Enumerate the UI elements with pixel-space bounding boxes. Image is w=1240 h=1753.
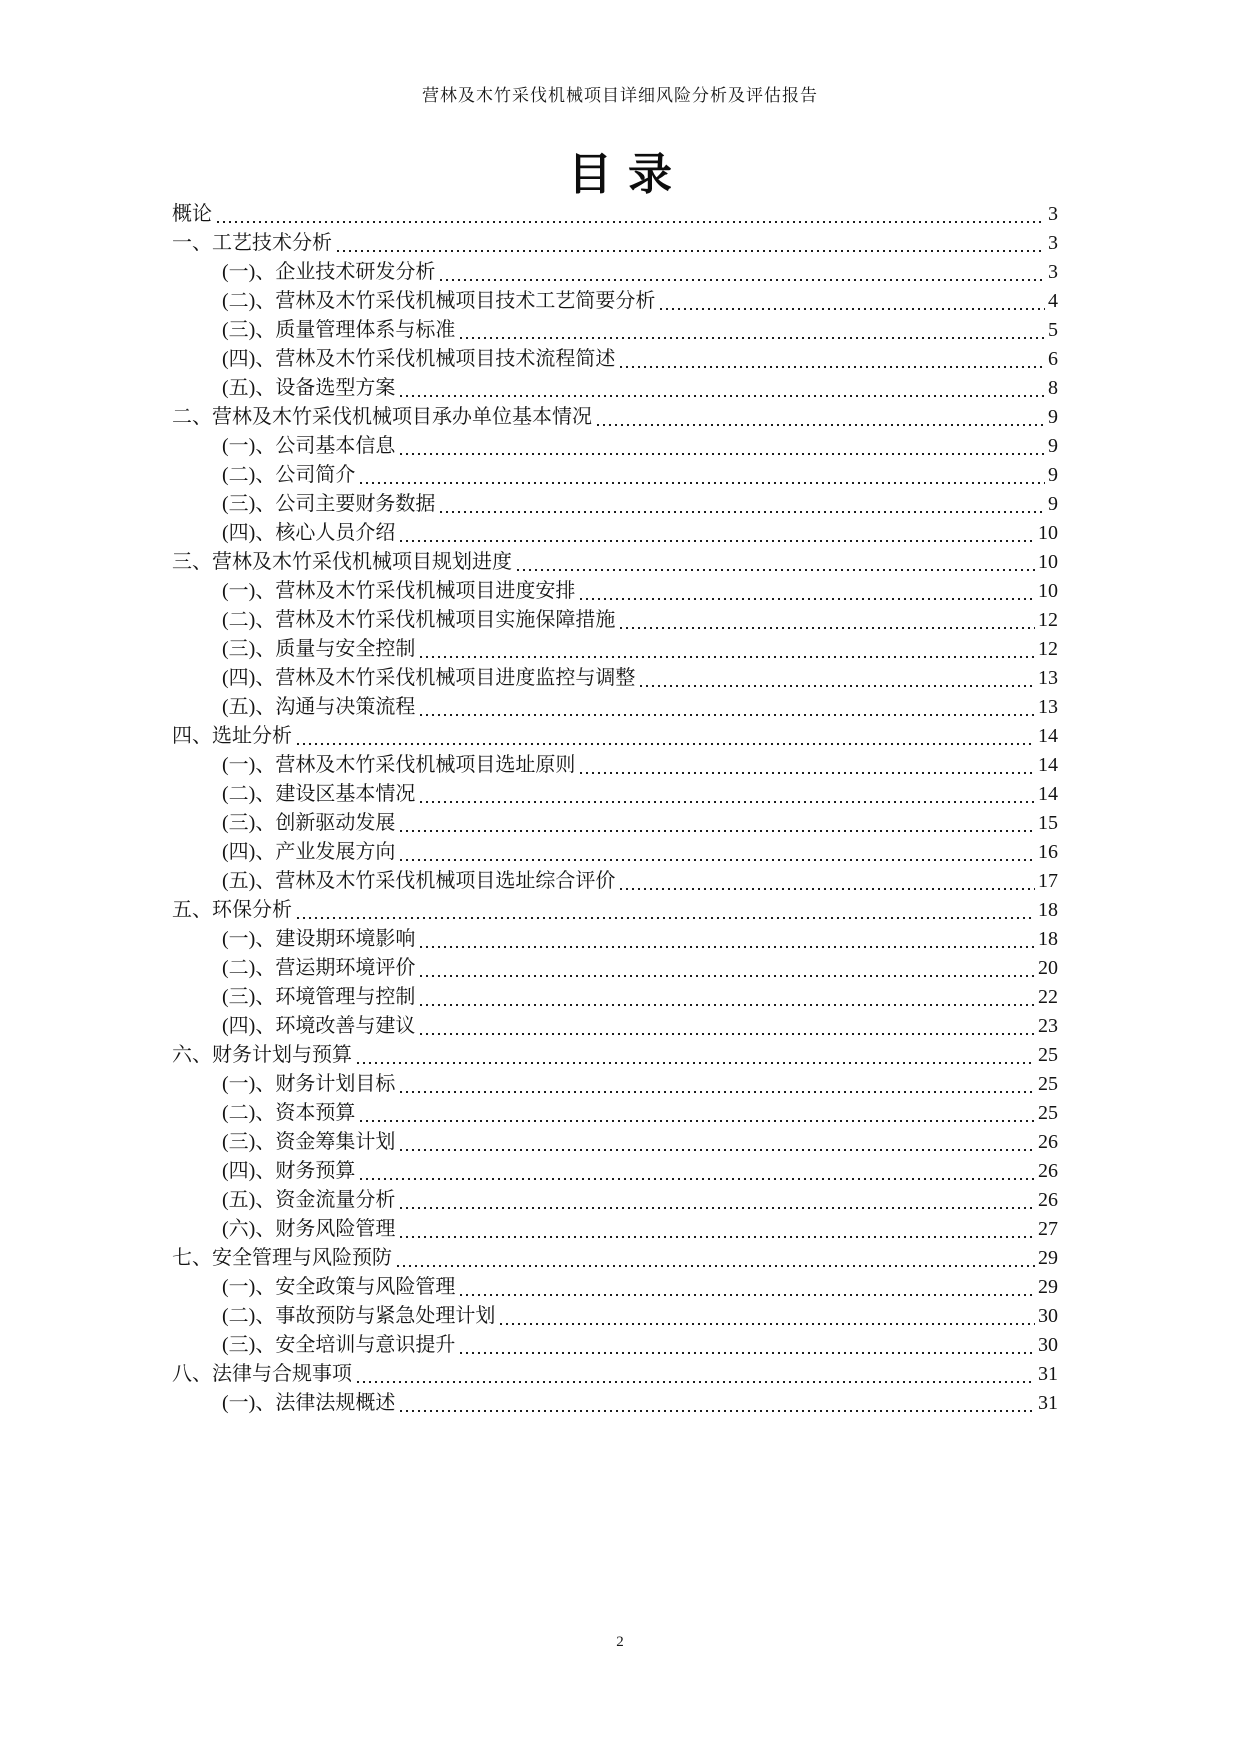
- toc-entry-page: 9: [1048, 464, 1058, 486]
- dot-leader: [400, 453, 1045, 455]
- dot-leader: [400, 1091, 1035, 1093]
- dot-leader: [337, 250, 1045, 252]
- dot-leader: [460, 1294, 1035, 1296]
- toc-entry-label: (三)、质量管理体系与标准: [222, 319, 456, 341]
- toc-entry-page: 6: [1048, 348, 1058, 370]
- toc-entry[interactable]: [172, 1215, 1058, 1244]
- dot-leader: [400, 830, 1035, 832]
- dot-leader: [620, 366, 1045, 368]
- toc-entry[interactable]: [172, 606, 1058, 635]
- toc-entry-label: 四、选址分析: [172, 725, 292, 747]
- toc-entry-label: (四)、核心人员介绍: [222, 522, 396, 544]
- toc-entry-page: 14: [1038, 754, 1058, 776]
- toc-entry-label: 三、营林及木竹采伐机械项目规划进度: [172, 551, 512, 573]
- toc-entry[interactable]: [172, 1157, 1058, 1186]
- toc-entry-label: (二)、事故预防与紧急处理计划: [222, 1305, 496, 1327]
- toc-entry-page: 12: [1038, 638, 1058, 660]
- toc-entry-label: (一)、营林及木竹采伐机械项目进度安排: [222, 580, 576, 602]
- toc-entry-page: 25: [1038, 1073, 1058, 1095]
- dot-leader: [420, 975, 1035, 977]
- dot-leader: [400, 859, 1035, 861]
- toc-entry-page: 16: [1038, 841, 1058, 863]
- toc-entry[interactable]: [172, 925, 1058, 954]
- dot-leader: [297, 743, 1035, 745]
- toc-entry-label: 概论: [172, 203, 212, 225]
- toc-entry[interactable]: [172, 316, 1058, 345]
- toc-entry[interactable]: [172, 1360, 1058, 1389]
- toc-entry[interactable]: [172, 374, 1058, 403]
- toc-entry[interactable]: [172, 229, 1058, 258]
- toc-entry-page: 22: [1038, 986, 1058, 1008]
- toc-entry[interactable]: [172, 1331, 1058, 1360]
- footer-page-number: 2: [616, 1634, 624, 1650]
- toc-entry-page: 10: [1038, 522, 1058, 544]
- toc-entry-page: 30: [1038, 1305, 1058, 1327]
- toc-entry-page: 8: [1048, 377, 1058, 399]
- toc-entry-page: 5: [1048, 319, 1058, 341]
- dot-leader: [297, 917, 1035, 919]
- toc-entry-label: (五)、设备选型方案: [222, 377, 396, 399]
- dot-leader: [217, 221, 1045, 223]
- toc-entry-label: (四)、财务预算: [222, 1160, 356, 1182]
- toc-entry[interactable]: [172, 577, 1058, 606]
- toc-entry[interactable]: [172, 1302, 1058, 1331]
- toc-entry[interactable]: [172, 1186, 1058, 1215]
- toc-entry-label: (三)、公司主要财务数据: [222, 493, 436, 515]
- toc-entry-page: 26: [1038, 1131, 1058, 1153]
- toc-entry-label: (一)、公司基本信息: [222, 435, 396, 457]
- toc-entry-label: (一)、财务计划目标: [222, 1073, 396, 1095]
- toc-list: [172, 200, 1058, 1418]
- dot-leader: [400, 1207, 1035, 1209]
- toc-entry[interactable]: [172, 635, 1058, 664]
- dot-leader: [620, 627, 1035, 629]
- toc-entry-page: 20: [1038, 957, 1058, 979]
- toc-entry-page: 29: [1038, 1247, 1058, 1269]
- document-header-title: 营林及木竹采伐机械项目详细风险分析及评估报告: [422, 86, 818, 105]
- toc-entry[interactable]: [172, 519, 1058, 548]
- toc-entry-label: (三)、资金筹集计划: [222, 1131, 396, 1153]
- toc-entry[interactable]: [172, 403, 1058, 432]
- toc-entry[interactable]: [172, 896, 1058, 925]
- toc-entry-label: 六、财务计划与预算: [172, 1044, 352, 1066]
- dot-leader: [517, 569, 1035, 571]
- toc-entry[interactable]: [172, 287, 1058, 316]
- toc-entry[interactable]: [172, 1389, 1058, 1418]
- toc-entry[interactable]: [172, 1070, 1058, 1099]
- dot-leader: [420, 1004, 1035, 1006]
- toc-entry-label: (二)、营林及木竹采伐机械项目技术工艺简要分析: [222, 290, 656, 312]
- toc-entry[interactable]: [172, 1244, 1058, 1273]
- toc-entry[interactable]: [172, 751, 1058, 780]
- page-number-footer: [0, 1633, 1240, 1651]
- toc-entry[interactable]: [172, 345, 1058, 374]
- dot-leader: [440, 279, 1045, 281]
- toc-entry-page: 26: [1038, 1189, 1058, 1211]
- toc-entry-page: 18: [1038, 899, 1058, 921]
- dot-leader: [360, 482, 1045, 484]
- toc-entry[interactable]: [172, 490, 1058, 519]
- toc-entry-label: 八、法律与合规事项: [172, 1363, 352, 1385]
- toc-entry-page: 9: [1048, 493, 1058, 515]
- toc-entry[interactable]: [172, 954, 1058, 983]
- toc-entry-page: 29: [1038, 1276, 1058, 1298]
- toc-entry-label: (五)、营林及木竹采伐机械项目选址综合评价: [222, 870, 616, 892]
- dot-leader: [357, 1062, 1035, 1064]
- toc-entry-page: 15: [1038, 812, 1058, 834]
- toc-entry-label: (四)、营林及木竹采伐机械项目技术流程简述: [222, 348, 616, 370]
- toc-entry-page: 18: [1038, 928, 1058, 950]
- dot-leader: [460, 1352, 1035, 1354]
- toc-entry-page: 3: [1048, 203, 1058, 225]
- dot-leader: [420, 1033, 1035, 1035]
- document-header: [0, 86, 1240, 106]
- toc-entry[interactable]: [172, 1099, 1058, 1128]
- toc-entry[interactable]: [172, 1273, 1058, 1302]
- toc-entry[interactable]: [172, 693, 1058, 722]
- toc-entry-label: 一、工艺技术分析: [172, 232, 332, 254]
- toc-entry-label: (一)、法律法规概述: [222, 1392, 396, 1414]
- dot-leader: [420, 946, 1035, 948]
- toc-entry-page: 23: [1038, 1015, 1058, 1037]
- toc-entry[interactable]: [172, 200, 1058, 229]
- toc-entry[interactable]: [172, 867, 1058, 896]
- toc-entry-page: 31: [1038, 1392, 1058, 1414]
- toc-entry[interactable]: [172, 1128, 1058, 1157]
- toc-title: 目录: [568, 150, 688, 199]
- toc-entry-page: 9: [1048, 435, 1058, 457]
- dot-leader: [597, 424, 1045, 426]
- toc-entry[interactable]: [172, 1012, 1058, 1041]
- toc-entry-page: 9: [1048, 406, 1058, 428]
- toc-entry-label: (二)、资本预算: [222, 1102, 356, 1124]
- toc-entry-label: (三)、创新驱动发展: [222, 812, 396, 834]
- toc-entry-page: 25: [1038, 1044, 1058, 1066]
- toc-entry-page: 17: [1038, 870, 1058, 892]
- toc-entry-page: 13: [1038, 696, 1058, 718]
- dot-leader: [360, 1120, 1035, 1122]
- toc-entry[interactable]: [172, 780, 1058, 809]
- toc-entry-label: 五、环保分析: [172, 899, 292, 921]
- toc-entry-label: (五)、沟通与决策流程: [222, 696, 416, 718]
- toc-entry-page: 4: [1048, 290, 1058, 312]
- toc-entry[interactable]: [172, 722, 1058, 751]
- toc-entry-label: (一)、建设期环境影响: [222, 928, 416, 950]
- toc-entry-label: (二)、公司简介: [222, 464, 356, 486]
- dot-leader: [580, 598, 1035, 600]
- toc-entry-label: (一)、营林及木竹采伐机械项目选址原则: [222, 754, 576, 776]
- toc-entry-label: 七、安全管理与风险预防: [172, 1247, 392, 1269]
- toc-entry-label: (二)、营运期环境评价: [222, 957, 416, 979]
- toc-entry-page: 10: [1038, 580, 1058, 602]
- toc-entry-page: 13: [1038, 667, 1058, 689]
- toc-entry[interactable]: [172, 809, 1058, 838]
- toc-entry-page: 12: [1038, 609, 1058, 631]
- toc-entry-page: 27: [1038, 1218, 1058, 1240]
- toc-entry-page: 25: [1038, 1102, 1058, 1124]
- dot-leader: [440, 511, 1045, 513]
- toc-entry-page: 14: [1038, 725, 1058, 747]
- toc-entry[interactable]: [172, 1041, 1058, 1070]
- dot-leader: [620, 888, 1035, 890]
- dot-leader: [420, 801, 1035, 803]
- toc-entry-label: (五)、资金流量分析: [222, 1189, 396, 1211]
- dot-leader: [580, 772, 1035, 774]
- toc-entry-page: 31: [1038, 1363, 1058, 1385]
- dot-leader: [420, 656, 1035, 658]
- dot-leader: [420, 714, 1035, 716]
- toc-entry[interactable]: [172, 258, 1058, 287]
- dot-leader: [400, 540, 1035, 542]
- dot-leader: [397, 1265, 1035, 1267]
- toc-entry-label: (四)、营林及木竹采伐机械项目进度监控与调整: [222, 667, 636, 689]
- toc-entry-label: (四)、环境改善与建议: [222, 1015, 416, 1037]
- toc-entry[interactable]: [172, 983, 1058, 1012]
- dot-leader: [660, 308, 1045, 310]
- toc-entry[interactable]: [172, 664, 1058, 693]
- dot-leader: [360, 1178, 1035, 1180]
- dot-leader: [460, 337, 1045, 339]
- toc-entry-label: (二)、建设区基本情况: [222, 783, 416, 805]
- toc-entry-page: 26: [1038, 1160, 1058, 1182]
- toc-entry-page: 30: [1038, 1334, 1058, 1356]
- toc-entry-label: (三)、安全培训与意识提升: [222, 1334, 456, 1356]
- toc-entry-label: (二)、营林及木竹采伐机械项目实施保障措施: [222, 609, 616, 631]
- dot-leader: [500, 1323, 1035, 1325]
- toc-entry-label: (一)、安全政策与风险管理: [222, 1276, 456, 1298]
- toc-entry[interactable]: [172, 432, 1058, 461]
- toc-entry-page: 10: [1038, 551, 1058, 573]
- toc-entry-label: (三)、环境管理与控制: [222, 986, 416, 1008]
- toc-entry-label: (六)、财务风险管理: [222, 1218, 396, 1240]
- dot-leader: [400, 1236, 1035, 1238]
- dot-leader: [357, 1381, 1035, 1383]
- toc-entry-page: 14: [1038, 783, 1058, 805]
- dot-leader: [400, 1149, 1035, 1151]
- toc-entry-label: (四)、产业发展方向: [222, 841, 396, 863]
- toc-entry-label: (一)、企业技术研发分析: [222, 261, 436, 283]
- toc-entry-label: 二、营林及木竹采伐机械项目承办单位基本情况: [172, 406, 592, 428]
- dot-leader: [400, 1410, 1035, 1412]
- dot-leader: [640, 685, 1035, 687]
- toc-entry[interactable]: [172, 461, 1058, 490]
- toc-entry[interactable]: [172, 838, 1058, 867]
- toc-entry-page: 3: [1048, 232, 1058, 254]
- toc-entry-page: 3: [1048, 261, 1058, 283]
- toc-entry-label: (三)、质量与安全控制: [222, 638, 416, 660]
- toc-entry[interactable]: [172, 548, 1058, 577]
- dot-leader: [400, 395, 1045, 397]
